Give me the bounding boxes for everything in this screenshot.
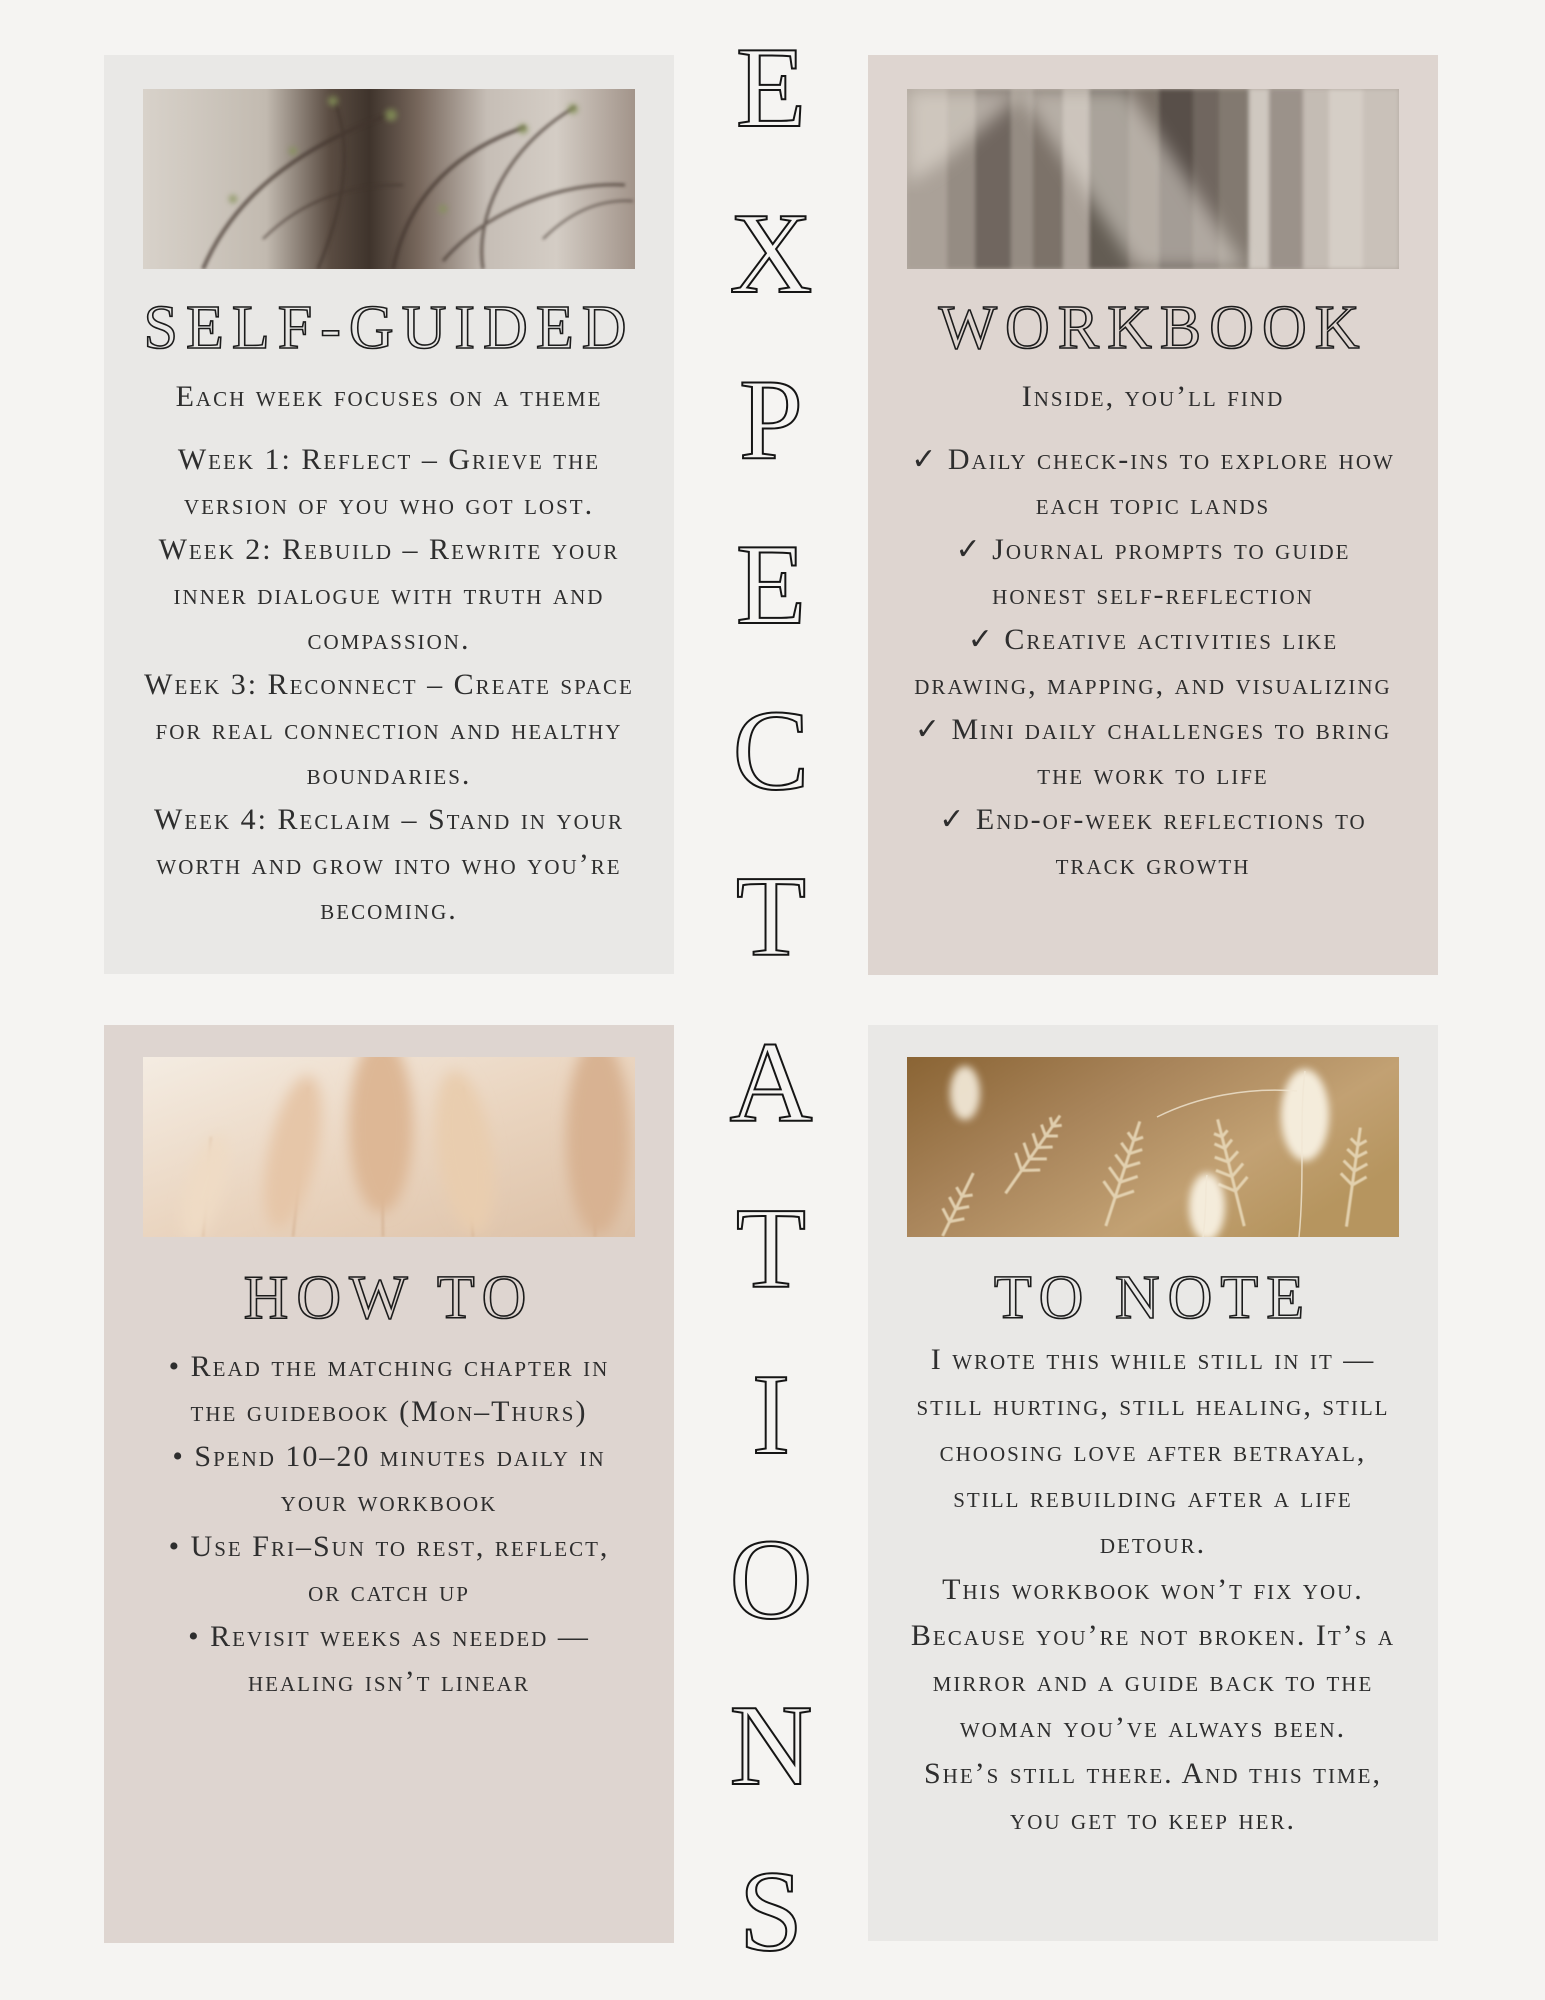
card-title-workbook: WORKBOOK bbox=[938, 294, 1368, 362]
pampas-grass-photo bbox=[143, 1057, 635, 1237]
self-guided-weeks bbox=[144, 437, 634, 932]
vertical-letter: A bbox=[729, 1018, 813, 1146]
note-paragraph: This workbook won’t fix you. Because you’re not broken. It’s a mirror and a guide back to the woman you’ve always been. bbox=[910, 1573, 1396, 1744]
bullet-item: • Spend 10–20 minutes daily in your workbook bbox=[172, 1440, 606, 1518]
card-title-self-guided: SELF-GUIDED bbox=[143, 294, 635, 362]
week-line: Week 1: Reflect – Grieve the version of you who got lost. bbox=[177, 443, 601, 521]
card-title-how-to: HOW TO bbox=[243, 1264, 535, 1332]
checklist-item: ✓ Journal prompts to guide honest self-reflection bbox=[955, 533, 1351, 611]
card-to-note bbox=[868, 1025, 1438, 1941]
to-note-paragraphs bbox=[908, 1337, 1398, 1843]
card-how-to bbox=[104, 1025, 674, 1943]
bullet-item: • Read the matching chapter in the guidebook (Mon–Thurs) bbox=[168, 1350, 610, 1428]
vertical-letter: P bbox=[739, 355, 803, 483]
pampas-photo-illustration bbox=[143, 1057, 635, 1237]
vertical-letter: E bbox=[735, 521, 807, 649]
branches-photo bbox=[143, 89, 635, 269]
vertical-letter: T bbox=[735, 853, 807, 981]
card-title-to-note: TO NOTE bbox=[993, 1264, 1313, 1332]
bullet-item: • Use Fri–Sun to rest, reflect, or catch up bbox=[168, 1530, 610, 1608]
week-line: Week 2: Rebuild – Rewrite your inner dialogue with truth and compassion. bbox=[158, 533, 620, 656]
vertical-letter: O bbox=[729, 1516, 813, 1644]
vertical-letter: I bbox=[751, 1350, 791, 1478]
vertical-letter: C bbox=[732, 687, 810, 815]
ferns-photo-illustration bbox=[907, 1057, 1399, 1237]
vertical-letter: N bbox=[729, 1682, 813, 1810]
how-to-bullets bbox=[149, 1344, 629, 1704]
week-line: Week 3: Reconnect – Create space for real connection and healthy boundaries. bbox=[144, 668, 634, 791]
checklist-item: ✓ Mini daily challenges to bring the work to life bbox=[914, 713, 1392, 791]
checklist-item: ✓ Daily check-ins to explore how each topic lands bbox=[911, 443, 1395, 521]
curtain-photo-illustration bbox=[907, 89, 1399, 269]
card-workbook bbox=[868, 55, 1438, 975]
vertical-letter: E bbox=[735, 24, 807, 151]
checklist-item: ✓ End-of-week reflections to track growth bbox=[939, 803, 1367, 881]
curtain-photo bbox=[907, 89, 1399, 269]
vertical-word bbox=[706, 24, 836, 1975]
vertical-letter: T bbox=[735, 1184, 807, 1312]
bullet-item: • Revisit weeks as needed — healing isn’t linear bbox=[188, 1620, 590, 1698]
card-self-guided bbox=[104, 55, 674, 974]
vertical-letter: S bbox=[739, 1847, 803, 1975]
branches-photo-illustration bbox=[143, 89, 635, 269]
dried-ferns-photo bbox=[907, 1057, 1399, 1237]
week-line: Week 4: Reclaim – Stand in your worth and grow into who you’re becoming. bbox=[154, 803, 624, 926]
vertical-letter: X bbox=[729, 189, 813, 317]
self-guided-subtitle: Each week focuses on a theme bbox=[175, 380, 603, 413]
workbook-subtitle: Inside, you’ll find bbox=[1021, 380, 1285, 413]
checklist-item: ✓ Creative activities like drawing, mapping, and visualizing bbox=[914, 623, 1392, 701]
note-paragraph: She’s still there. And this time, you get to keep her. bbox=[924, 1757, 1382, 1836]
note-paragraph: I wrote this while still in it — still hurting, still healing, still choosing love after betrayal, still rebuilding after a life detour. bbox=[916, 1343, 1390, 1560]
workbook-checklist bbox=[908, 437, 1398, 887]
